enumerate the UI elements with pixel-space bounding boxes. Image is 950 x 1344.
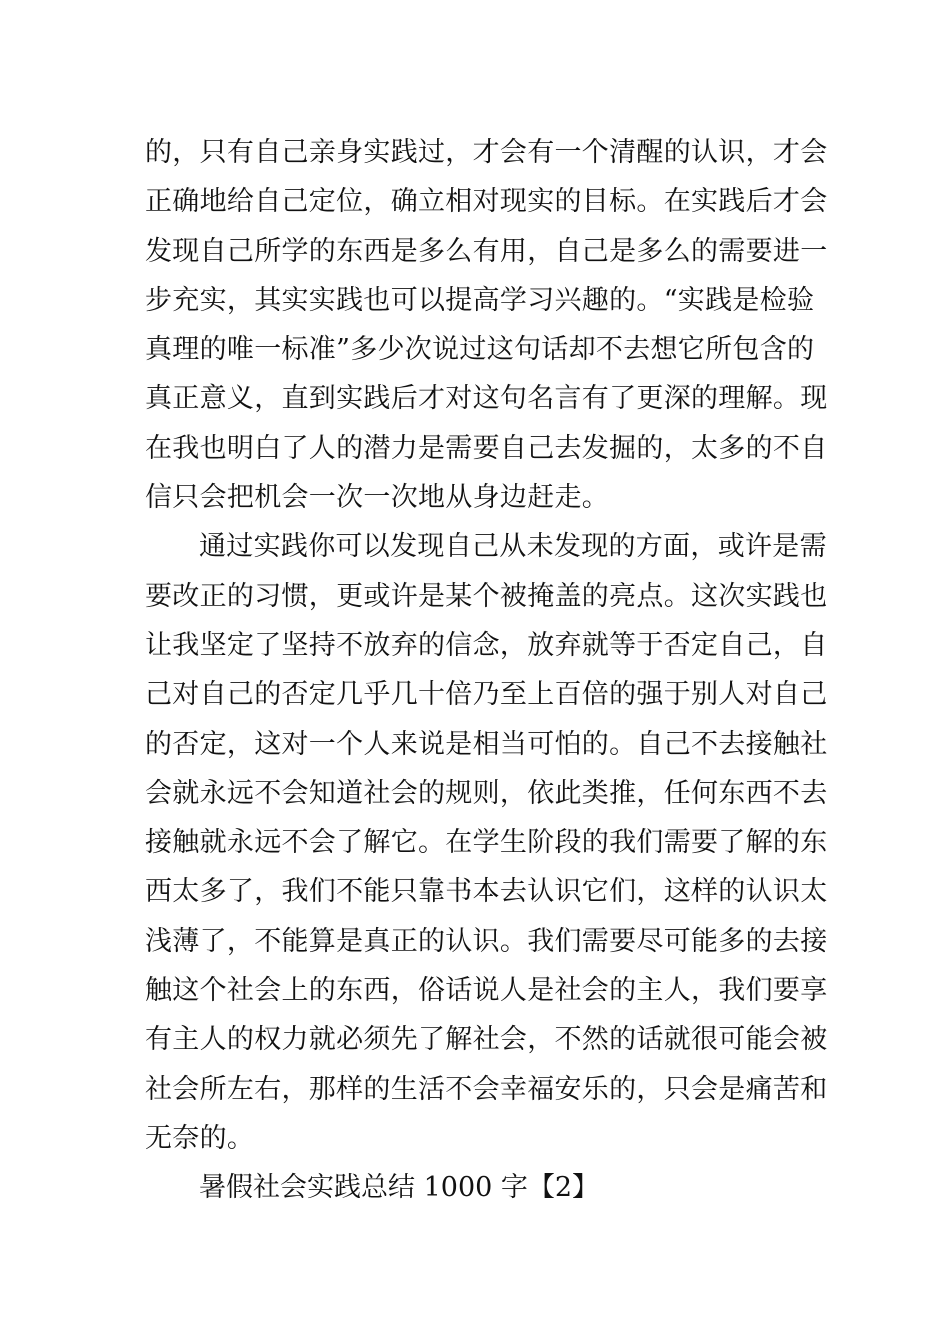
paragraph-line: 的，只有自己亲身实践过，才会有一个清醒的认识，才会 — [145, 137, 828, 168]
paragraph-line: 在我也明白了人的潜力是需要自己去发掘的，太多的不自 — [145, 432, 828, 464]
paragraph-line: 真正意义，直到实践后才对这句名言有了更深的理解。现 — [145, 383, 828, 415]
paragraph-line: 己对自己的否定几乎几十倍乃至上百倍的强于别人对自己 — [145, 679, 828, 711]
paragraph-line: 无奈的。 — [145, 1122, 255, 1154]
paragraph-line: 浅薄了，不能算是真正的认识。我们需要尽可能多的去接 — [145, 925, 828, 957]
paragraph-line: 正确地给自己定位，确立相对现实的目标。在实践后才会 — [145, 186, 828, 218]
paragraph-line: 信只会把机会一次一次地从身边赶走。 — [145, 482, 610, 514]
paragraph-line: 接触就永远不会了解它。在学生阶段的我们需要了解的东 — [145, 827, 828, 859]
paragraph-line: 西太多了，我们不能只靠书本去认识它们，这样的认识太 — [145, 876, 828, 908]
document-page — [145, 128, 828, 1213]
paragraph-line: 真理的唯一标准”多少次说过这句话却不去想它所包含的 — [145, 334, 815, 366]
paragraph-line: 社会所左右，那样的生活不会幸福安乐的，只会是痛苦和 — [145, 1073, 828, 1105]
paragraph-line: 的否定，这对一个人来说是相当可怕的。自己不去接触社 — [145, 728, 828, 760]
section-heading: 暑假社会实践总结 1000 字【2】 — [199, 1172, 600, 1204]
paragraph-1 — [145, 128, 828, 522]
paragraph-line: 有主人的权力就必须先了解社会，不然的话就很可能会被 — [145, 1024, 828, 1056]
paragraph-line: 会就永远不会知道社会的规则，依此类推，任何东西不去 — [145, 777, 828, 809]
paragraph-line: 发现自己所学的东西是多么有用，自己是多么的需要进一 — [145, 235, 828, 267]
paragraph-line: 让我坚定了坚持不放弃的信念，放弃就等于否定自己，自 — [145, 629, 828, 661]
paragraph-line: 步充实，其实实践也可以提高学习兴趣的。“实践是检验 — [145, 284, 815, 316]
paragraph-line: 通过实践你可以发现自己从未发现的方面，或许是需 — [199, 531, 827, 563]
paragraph-2 — [145, 522, 828, 1163]
paragraph-line: 要改正的习惯，更或许是某个被掩盖的亮点。这次实践也 — [145, 580, 828, 612]
paragraph-line: 触这个社会上的东西，俗话说人是社会的主人，我们要享 — [145, 975, 828, 1007]
